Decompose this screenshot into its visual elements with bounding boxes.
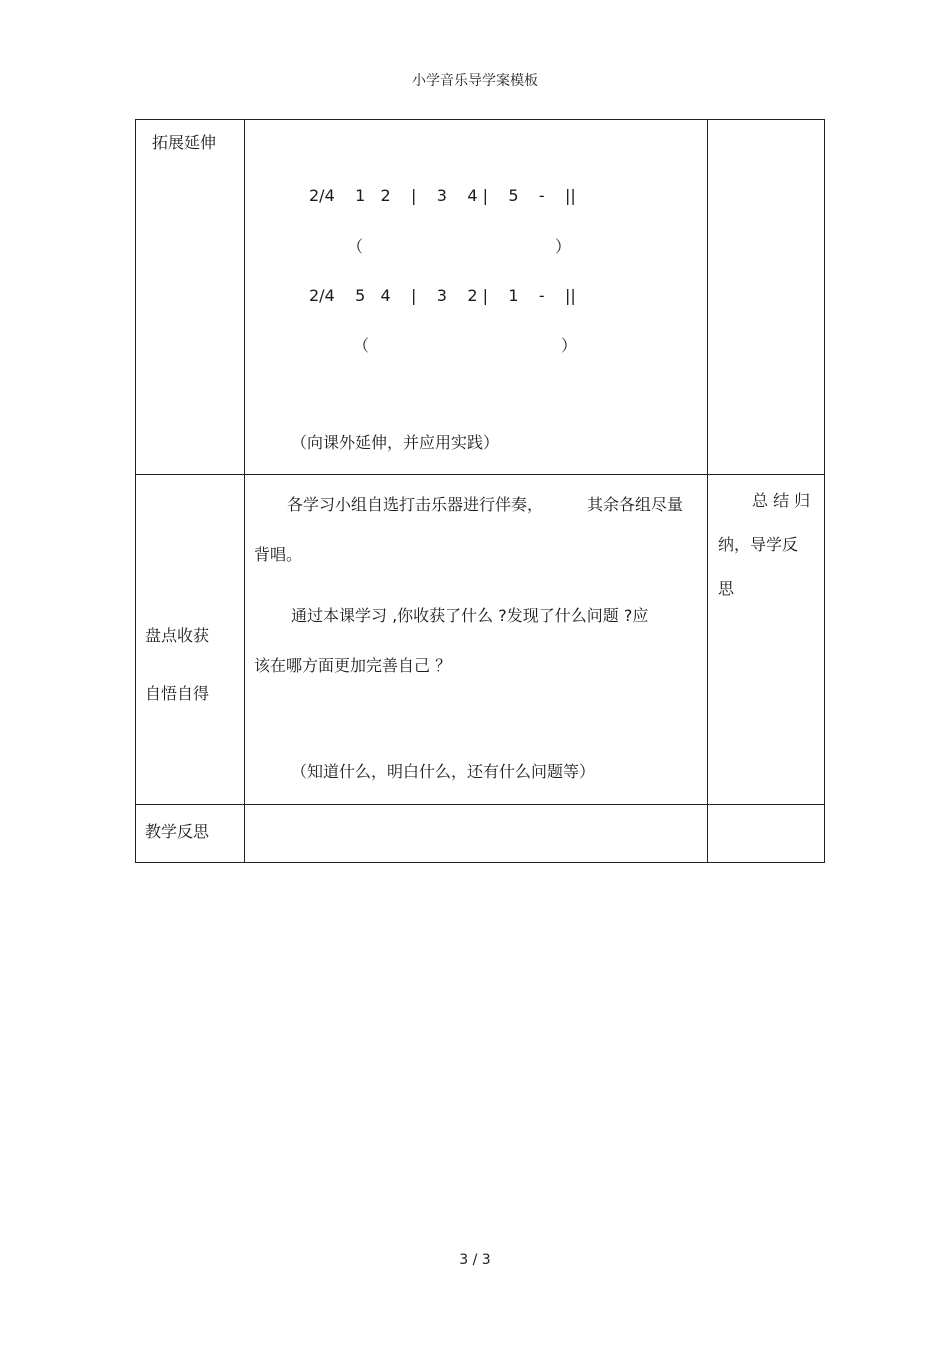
paren-1-close: ） — [555, 237, 572, 256]
reflection-content-cell — [245, 805, 708, 863]
reflection-side-cell — [708, 805, 825, 863]
paren-2-close: ） — [561, 336, 578, 355]
extension-label: 拓展延伸 — [152, 133, 217, 152]
harvest-side-line-2: 纳，导学反 — [718, 535, 799, 554]
table-row-harvest — [136, 475, 825, 805]
harvest-para-1-c: 背唱。 — [254, 545, 303, 564]
harvest-side-cell — [708, 475, 825, 805]
harvest-label-line-2: 自悟自得 — [145, 684, 210, 703]
harvest-content-cell — [245, 475, 708, 805]
table-row-reflection — [136, 805, 825, 863]
harvest-note: （知道什么，明白什么，还有什么问题等） — [291, 762, 596, 781]
extension-content-cell — [245, 120, 708, 475]
page-number: 3 / 3 — [459, 1252, 491, 1268]
harvest-side-line-3: 思 — [718, 579, 735, 598]
reflection-label: 教学反思 — [145, 822, 210, 841]
harvest-para-1-a: 各学习小组自选打击乐器进行伴奏， — [287, 495, 544, 514]
harvest-label-cell — [136, 475, 245, 805]
page-header-title: 小学音乐导学案模板 — [412, 73, 538, 89]
paren-1-open: （ — [347, 237, 364, 256]
harvest-para-1-b: 其余各组尽量 — [587, 495, 684, 514]
lesson-table — [135, 119, 825, 863]
harvest-para-2-a: 通过本课学习 ,你收获了什么 ?发现了什么问题 ?应 — [291, 606, 649, 625]
harvest-label-line-1: 盘点收获 — [145, 626, 210, 645]
rhythm-line-2: 2/4 5 4 | 3 2 | 1 - || — [309, 286, 576, 305]
extension-label-cell — [136, 120, 245, 475]
extension-side-cell — [708, 120, 825, 475]
harvest-para-2-b: 该在哪方面更加完善自己 ？ — [254, 656, 452, 675]
table-row-extension — [136, 120, 825, 475]
rhythm-line-1: 2/4 1 2 | 3 4 | 5 - || — [309, 186, 576, 205]
extension-note: （向课外延伸，并应用实践） — [291, 433, 500, 452]
harvest-side-line-1: 总 结 归 — [752, 491, 811, 510]
reflection-label-cell — [136, 805, 245, 863]
paren-2-open: （ — [353, 336, 370, 355]
